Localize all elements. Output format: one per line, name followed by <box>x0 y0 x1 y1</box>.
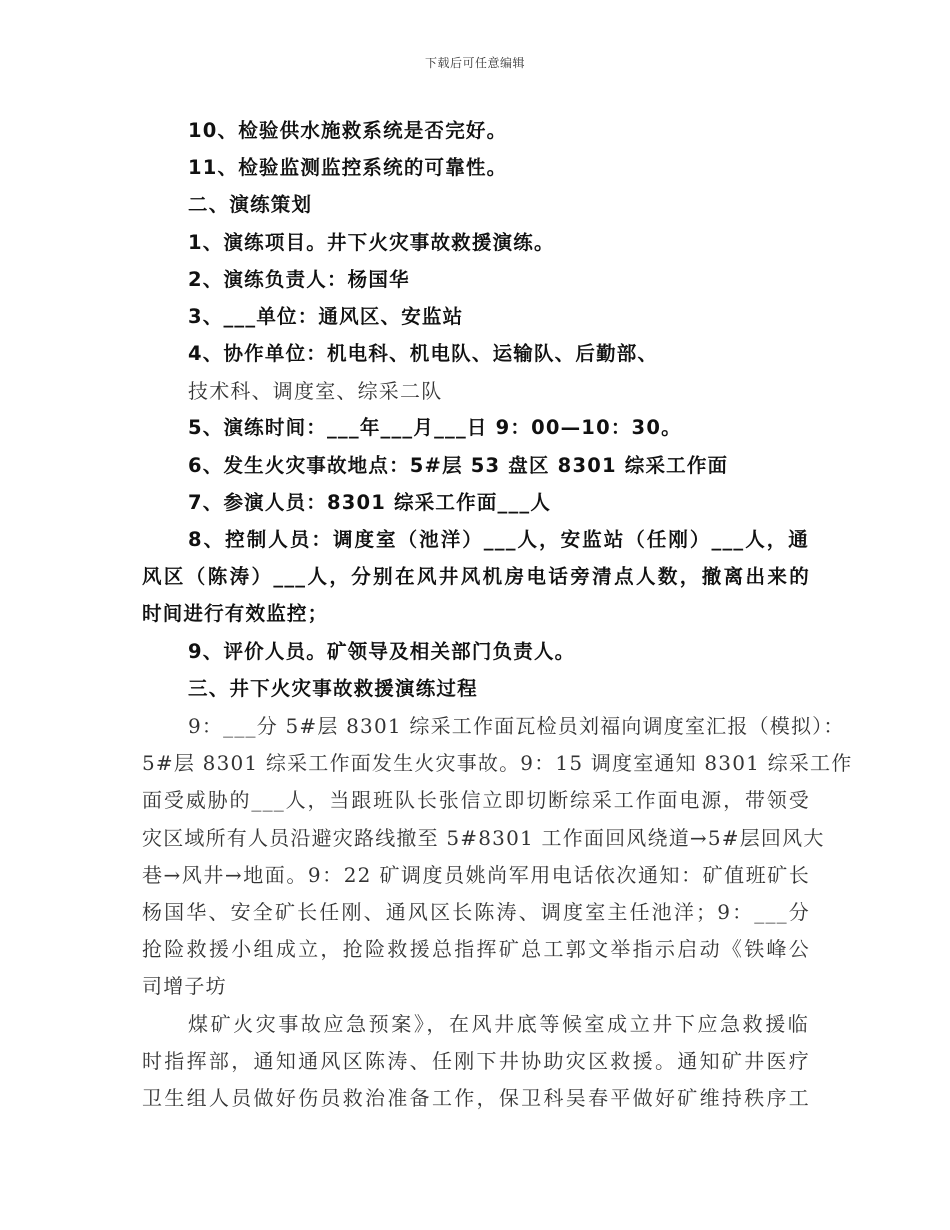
plan-item-8: 8、控制人员：调度室（池洋）___人，安监站（任刚）___人，通 <box>188 528 809 551</box>
plan-item-4: 4、协作单位：机电科、机电队、运输队、后勤部、 <box>188 342 659 365</box>
process-paragraph-line: 抢险救援小组成立，抢险救援总指挥矿总工郭文举指示启动《铁峰公 <box>142 937 810 961</box>
process-paragraph-line: 杨国华、安全矿长任刚、通风区长陈涛、调度室主任池洋；9：___分 <box>142 900 810 924</box>
process-paragraph-line: 灾区域所有人员沿避灾路线撤至 5#8301 工作面回风绕道→5#层回风大 <box>142 826 825 850</box>
plan-item-5: 5、演练时间：___年___月___日 9：00—10：30。 <box>188 416 682 439</box>
process-paragraph-line: 面受威胁的___人，当跟班队长张信立即切断综采工作面电源，带领受 <box>142 788 810 812</box>
plan-item-7: 7、参演人员：8301 综采工作面___人 <box>188 491 552 514</box>
plan-item-6: 6、发生火灾事故地点：5#层 53 盘区 8301 综采工作面 <box>188 454 729 477</box>
section-heading-3: 三、井下火灾事故救援演练过程 <box>188 677 478 700</box>
plan-item-1: 1、演练项目。井下火灾事故救援演练。 <box>188 231 555 254</box>
process-paragraph-line: 巷→风井→地面。9：22 矿调度员姚尚军用电话依次通知：矿值班矿长 <box>142 863 810 887</box>
process-paragraph-line: 煤矿火灾事故应急预案》，在风井底等候室成立井下应急救援临 <box>188 1012 809 1036</box>
plan-item-8-continued: 风区（陈涛）___人，分别在风井风机房电话旁清点人数，撤离出来的 <box>142 565 810 588</box>
process-paragraph-line: 5#层 8301 综采工作面发生火灾事故。9：15 调度室通知 8301 综采工作 <box>142 751 853 775</box>
process-paragraph-line: 司增子坊 <box>142 974 227 998</box>
plan-item-3: 3、___单位：通风区、安监站 <box>188 305 464 328</box>
process-paragraph-line: 卫生组人员做好伤员救治准备工作，保卫科吴春平做好矿维持秩序工 <box>142 1086 810 1110</box>
plan-item-2: 2、演练负责人：杨国华 <box>188 268 410 291</box>
process-paragraph-line: 时指挥部，通知通风区陈涛、任刚下井协助灾区救援。通知矿井医疗 <box>142 1049 810 1073</box>
plan-item-8-end: 时间进行有效监控； <box>142 602 329 625</box>
list-item-10: 10、检验供水施救系统是否完好。 <box>188 119 508 142</box>
page-header-note: 下载后可任意编辑 <box>424 56 525 70</box>
list-item-11: 11、检验监测监控系统的可靠性。 <box>188 156 508 179</box>
section-heading-2: 二、演练策划 <box>188 193 313 216</box>
plan-item-4-continued: 技术科、调度室、综采二队 <box>188 379 443 403</box>
process-paragraph-line: 9：___分 5#层 8301 综采工作面瓦检员刘福向调度室汇报（模拟）： <box>188 714 845 738</box>
plan-item-9: 9、评价人员。矿领导及相关部门负责人。 <box>188 640 576 663</box>
